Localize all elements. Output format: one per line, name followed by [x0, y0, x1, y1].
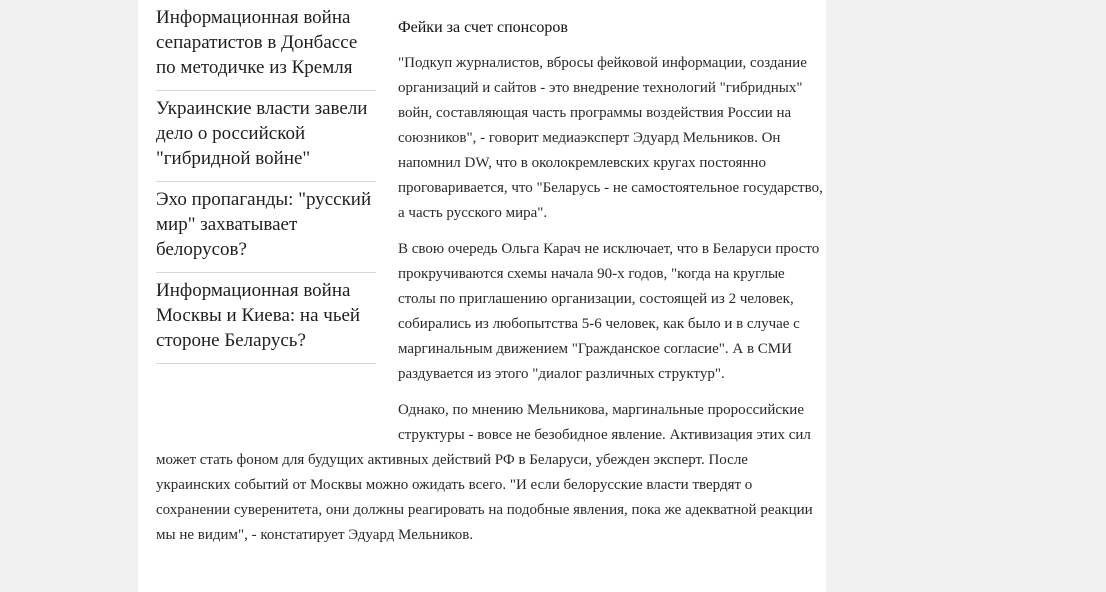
article-paragraph: В свою очередь Ольга Карач не исключает, что в Беларуси просто прокручиваются схемы начала 90-х годов, "когда на круглые столы по приглашению организации, состоящей из 2 человек, собирались из любопытства 5-6 человек, как было и в случае с маргинальным движением "Гражданское согласие". А в СМИ раздувается из этого "диалог различных структур".	[398, 241, 820, 382]
related-link[interactable]: Украинские власти завели дело о российской "гибридной войне"	[156, 98, 368, 169]
related-link[interactable]: Информационная война сепаратистов в Донбассе по методичке из Кремля	[156, 7, 358, 78]
article-body	[156, 0, 826, 559]
page-content	[138, 0, 826, 592]
related-link[interactable]: Эхо пропаганды: "русский мир" захватывает белорусов?	[156, 189, 372, 260]
article-paragraph: "Подкуп журналистов, вбросы фейковой информации, создание организаций и сайтов - это внедрение технологий "гибридных" войн, составляющая часть программы воздействия России на союзников", - говорит медиаэксперт Эдуард Мельников. Он напомнил DW, что в околокремлевских кругах постоянно проговаривается, что "Беларусь - не самостоятельное государство, а часть русского мира".	[398, 55, 823, 221]
article-paragraph: Однако, по мнению Мельникова, маргинальные пророссийские структуры - вовсе не безобидное явление. Активизация этих сил может стать фоном для будущих активных действий РФ в Беларуси, убежден эксперт. После украинских событий от Москвы можно ожидать всего. "И если белорусские власти твердят о сохранении суверенитета, они должны реагировать на подобные явления, пока же адекватной реакции мы не видим", - констатирует Эдуард Мельников.	[156, 402, 813, 543]
related-link[interactable]: Информационная война Москвы и Киева: на чьей стороне Беларусь?	[156, 280, 361, 351]
article-subheading: Фейки за счет спонсоров	[398, 19, 568, 36]
sidebar-spacer	[156, 0, 398, 425]
